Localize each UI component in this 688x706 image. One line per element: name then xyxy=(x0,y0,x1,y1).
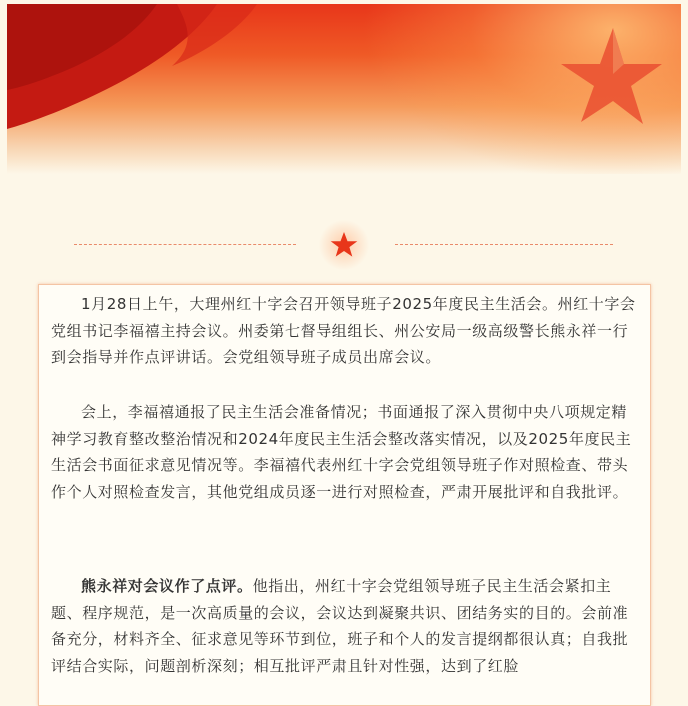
divider-left xyxy=(74,244,296,245)
paragraph-body: 他指出，州红十字会党组领导班子民主生活会紧扣主题、程序规范，是一次高质量的会议，会议达到凝聚共识、团结务实的目的。会前准备充分，材料齐全、征求意见等环节到位，班子和个人的发言提纲都很认真；自我批评结合实际，问题剖析深刻；相互批评严肃且针对性强，达到了红脸 xyxy=(51,577,629,675)
article-paragraph: 会上，李福禧通报了民主生活会准备情况；书面通报了深入贯彻中央八项规定精神学习教育整改整治情况和2024年度民主生活会整改落实情况，以及2025年度民主生活会书面征求意见情况等。李福禧代表州红十字会党组领导班子作对照检查、带头作个人对照检查发言，其他党组成员逐一进行对照检查，严肃开展批评和自我批评。 xyxy=(51,403,632,501)
divider-right xyxy=(395,244,613,245)
article-paragraph: 1月28日上午，大理州红十字会召开领导班子2025年度民主生活会。州红十字会党组书记李福禧主持会议。州委第七督导组组长、州公安局一级高级警长熊永祥一行到会指导并作点评讲话。会党组领导班子成员出席会议。 xyxy=(51,295,636,366)
paragraph-lead: 熊永祥对会议作了点评。 xyxy=(81,577,253,595)
article-paragraph xyxy=(51,573,641,679)
divider-star-icon xyxy=(329,230,359,260)
header-banner xyxy=(7,4,681,174)
star-icon xyxy=(555,26,665,131)
